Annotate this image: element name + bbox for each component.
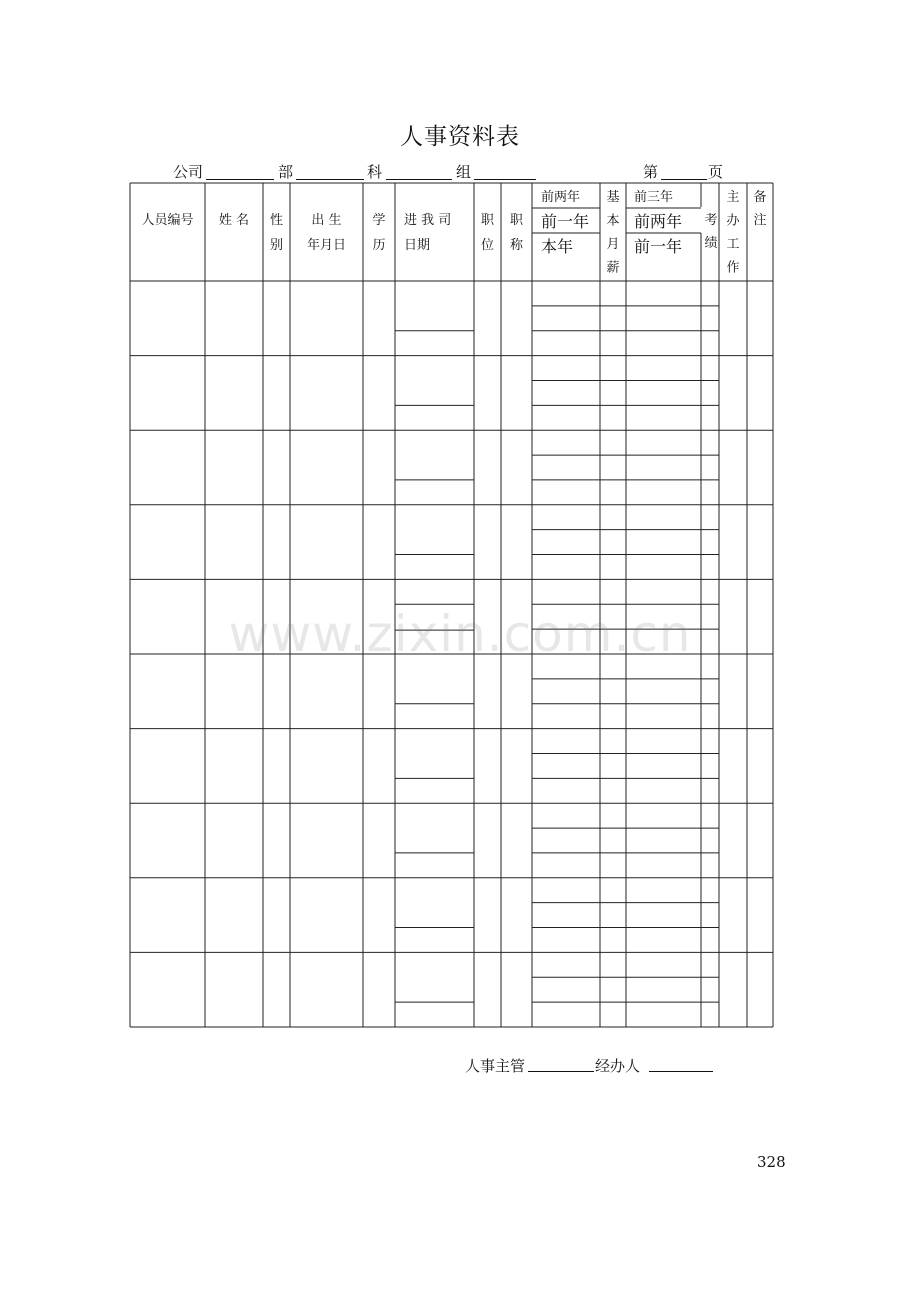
handler-blank[interactable]: [649, 1071, 713, 1072]
department-label: 部: [278, 163, 294, 181]
page-title: 人事资料表: [400, 124, 520, 150]
hr-manager-blank[interactable]: [528, 1071, 594, 1072]
col-base-salary: 月: [606, 237, 620, 252]
col-position: 职: [480, 213, 495, 228]
page-number: 328: [757, 1153, 786, 1171]
col-base-salary: 基: [606, 190, 620, 205]
col-education: 学: [372, 213, 386, 228]
hr-manager-label: 人事主管: [465, 1057, 526, 1075]
col-salary-year: 前两年: [541, 190, 581, 205]
col-main-work: 工: [726, 237, 740, 252]
col-base-salary: 薪: [606, 260, 620, 276]
col-gender: 别: [269, 238, 284, 253]
col-main-work: 作: [726, 260, 740, 276]
col-gender: 性: [269, 213, 284, 228]
col-remarks: 注: [753, 213, 767, 228]
col-evaluation: 考: [704, 213, 718, 228]
col-eval-year: 前两年: [634, 212, 683, 231]
page-prefix-label: 第: [643, 163, 659, 181]
col-position: 位: [480, 238, 495, 253]
col-main-work: 办: [726, 213, 740, 229]
col-birth: 年月日: [306, 238, 347, 253]
watermark: www.zixin.com.cn: [228, 605, 692, 663]
col-eval-year: 前三年: [634, 190, 674, 205]
col-base-salary: 本: [606, 213, 620, 229]
group-label: 组: [456, 163, 472, 181]
page-suffix-label: 页: [708, 163, 724, 181]
col-salary-year: 本年: [541, 237, 574, 256]
col-education: 历: [372, 238, 386, 253]
col-title: 称: [509, 238, 524, 253]
section-label: 科: [367, 163, 383, 181]
col-main-work: 主: [726, 190, 740, 205]
col-eval-year: 前一年: [634, 237, 683, 256]
col-join-date: 日期: [404, 238, 431, 253]
col-salary-year: 前一年: [541, 212, 590, 231]
col-evaluation: 绩: [704, 236, 718, 251]
col-name: 姓 名: [218, 213, 250, 228]
handler-label: 经办人: [595, 1057, 641, 1075]
col-title: 职: [509, 213, 524, 228]
col-remarks: 备: [753, 190, 767, 205]
company-label: 公司: [173, 163, 204, 181]
col-employee-id: 人员编号: [141, 213, 194, 228]
col-birth: 出 生: [311, 213, 342, 228]
col-join-date: 进 我 司: [404, 213, 452, 228]
